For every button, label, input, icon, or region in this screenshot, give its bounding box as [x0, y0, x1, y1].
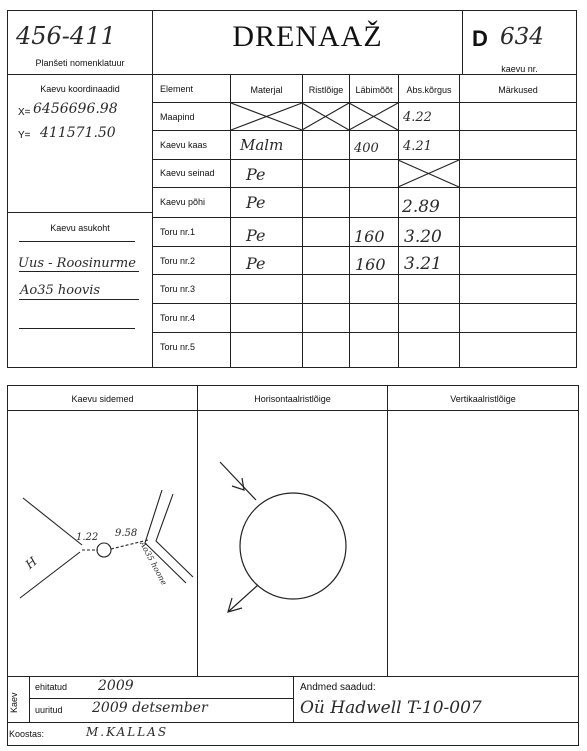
- data-from-label: Andmed saadud:: [300, 682, 376, 693]
- location-label: Kaevu asukoht: [50, 223, 110, 233]
- cell-kaas-material: Malm: [240, 136, 284, 154]
- well-number: 634: [500, 24, 544, 50]
- row-label-kaevu-kaas: Kaevu kaas: [160, 140, 208, 150]
- panel-title-vertical-section: Vertikaalristlõige: [450, 394, 516, 404]
- cell-toru1-diameter: 160: [354, 227, 385, 246]
- col-header-remarks: Märkused: [498, 85, 538, 95]
- row-label-toru-4: Toru nr.4: [160, 313, 196, 323]
- y-coordinate: 411571.50: [40, 125, 116, 141]
- col-header-diameter: Läbimõõt: [355, 85, 393, 95]
- kaev-label: Kaev: [9, 692, 19, 713]
- well-letter: D: [472, 26, 488, 51]
- surveyed-value: 2009 detsember: [92, 700, 208, 716]
- cell-pohi-material: Pe: [246, 193, 266, 212]
- cell-kaas-diameter: 400: [354, 141, 379, 156]
- row-label-toru-1: Toru nr.1: [160, 227, 196, 237]
- x-prefix: X=: [18, 107, 31, 118]
- data-from-value: Oü Hadwell T-10-007: [300, 698, 482, 718]
- col-header-material: Materjal: [250, 85, 283, 95]
- cell-kaas-abs: 4.21: [403, 139, 432, 154]
- coordinates-label: Kaevu koordinaadid: [40, 84, 120, 94]
- built-value: 2009: [98, 678, 134, 694]
- panel-title-horizontal-section: Horisontaalristlõige: [254, 394, 331, 404]
- cell-toru1-abs: 3.20: [404, 227, 442, 247]
- row-label-kaevu-seinad: Kaevu seinad: [160, 168, 215, 178]
- location-line-1: Uus - Roosinurme: [18, 256, 136, 271]
- cell-toru2-diameter: 160: [355, 255, 386, 274]
- row-label-toru-2: Toru nr.2: [160, 256, 196, 266]
- nomenclature-label: Planšeti nomenklatuur: [35, 58, 125, 68]
- author-label: Koostas:: [9, 729, 45, 739]
- sketch-distance-2: 9.58: [115, 528, 138, 539]
- panel-title-connections: Kaevu sidemed: [71, 394, 134, 404]
- document-title: DRENAAŽ: [232, 20, 383, 53]
- location-line-2: Ao35 hoovis: [20, 283, 101, 298]
- col-header-cross-section: Ristlõige: [308, 85, 344, 95]
- x-coordinate: 6456696.98: [33, 101, 118, 117]
- cell-toru1-material: Pe: [246, 226, 266, 245]
- row-label-toru-5: Toru nr.5: [160, 342, 196, 352]
- author-value: M.KALLAS: [86, 725, 169, 739]
- cell-seinad-material: Pe: [246, 165, 266, 184]
- well-number-label: kaevu nr.: [501, 64, 538, 74]
- cell-maapind-abs: 4.22: [403, 110, 432, 125]
- cell-pohi-abs: 2.89: [402, 197, 440, 217]
- y-prefix: Y=: [18, 130, 31, 141]
- sketch-distance-1: 1.22: [76, 532, 99, 543]
- cell-toru2-material: Pe: [246, 254, 266, 273]
- built-label: ehitatud: [35, 682, 68, 692]
- row-label-maapind: Maapind: [160, 112, 195, 122]
- cell-toru2-abs: 3.21: [404, 254, 442, 274]
- surveyed-label: uuritud: [35, 705, 63, 715]
- sketch-left-label: H: [22, 554, 40, 572]
- row-label-kaevu-pohi: Kaevu põhi: [160, 197, 206, 207]
- col-header-element: Element: [160, 84, 194, 94]
- row-label-toru-3: Toru nr.3: [160, 284, 196, 294]
- sketch-building-label: Ao35 hoone: [138, 540, 169, 587]
- col-header-abs-height: Abs.kõrgus: [406, 85, 452, 95]
- nomenclature-value: 456-411: [16, 22, 116, 50]
